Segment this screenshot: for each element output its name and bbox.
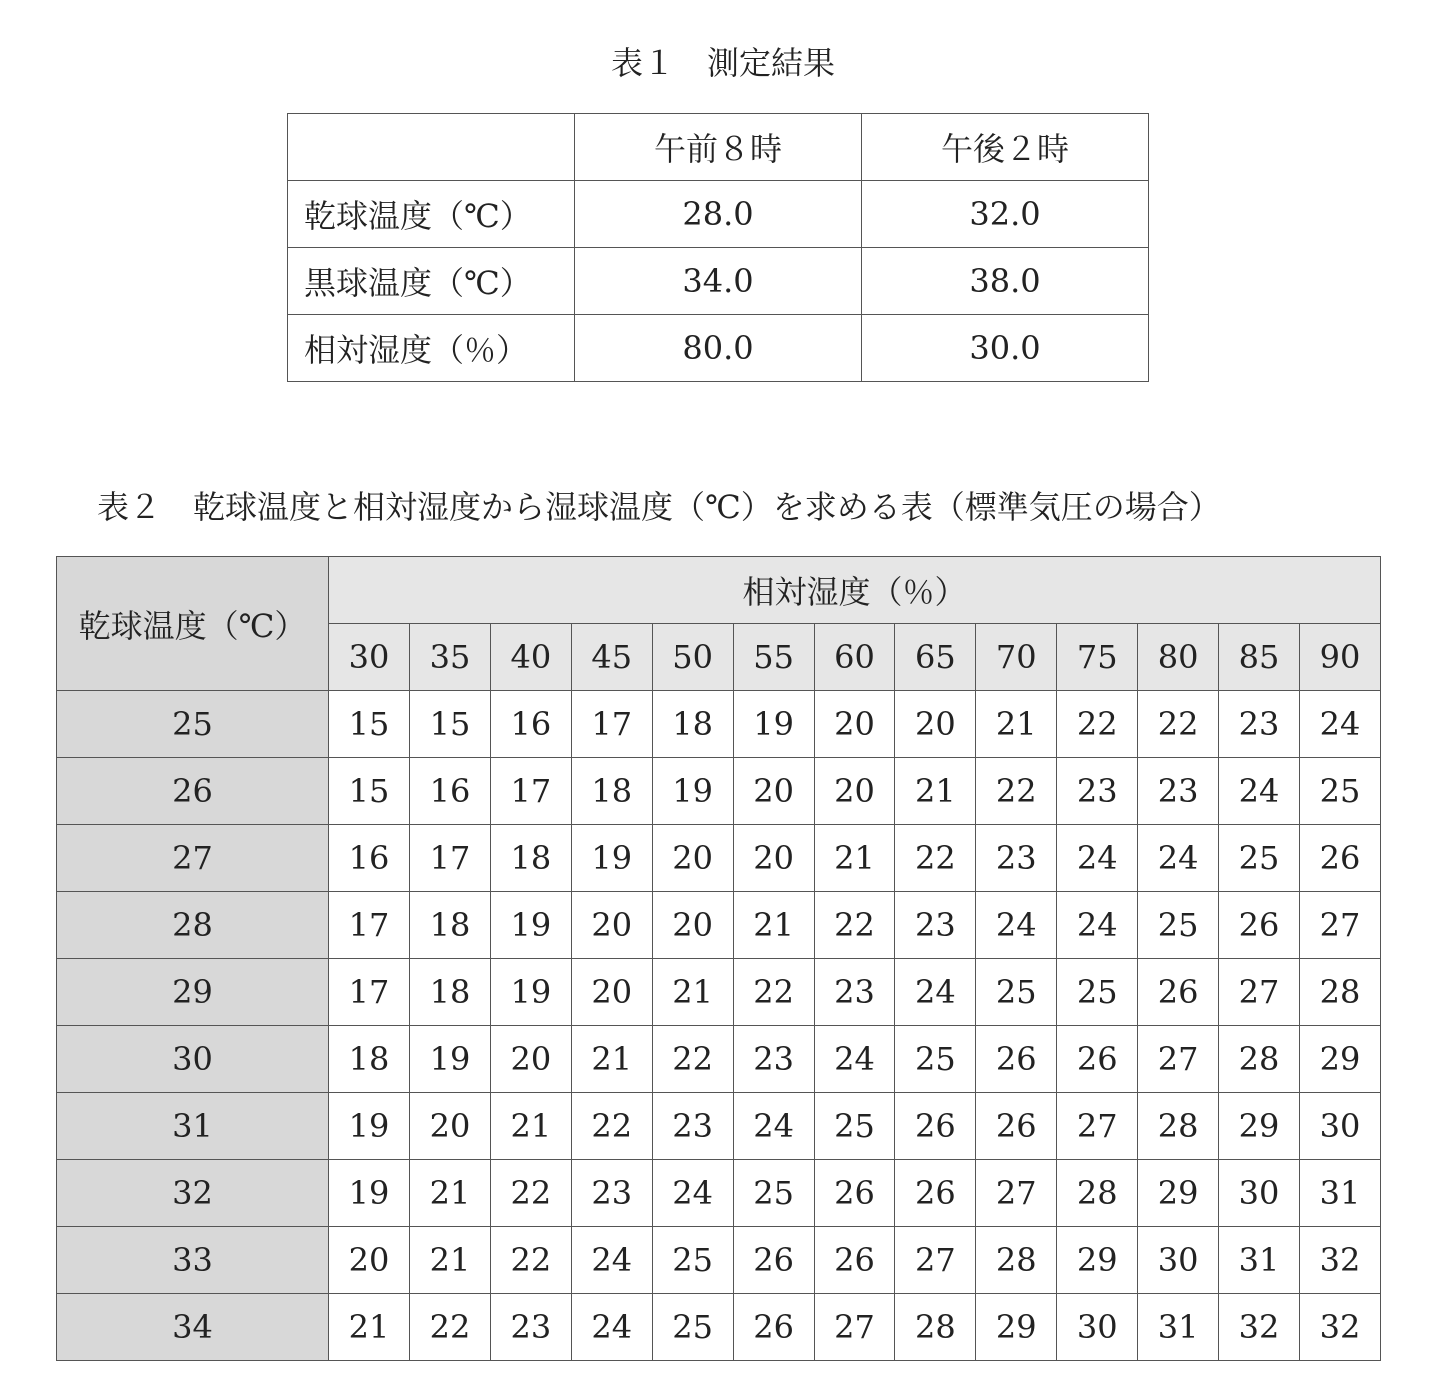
- wet-bulb-cell: 22: [1057, 691, 1138, 758]
- wet-bulb-cell: 25: [1138, 892, 1219, 959]
- wet-bulb-cell: 18: [571, 758, 652, 825]
- table2-title: 表２ 乾球温度と相対湿度から湿球温度（℃）を求める表（標準気圧の場合）: [97, 488, 1221, 526]
- dry-bulb-row-header: 26: [57, 758, 329, 825]
- table-row: [288, 315, 1149, 382]
- wet-bulb-cell: 20: [652, 825, 733, 892]
- wet-bulb-cell: 21: [652, 959, 733, 1026]
- humidity-column-header: 75: [1057, 624, 1138, 691]
- wet-bulb-cell: 20: [733, 758, 814, 825]
- wet-bulb-cell: 32: [1299, 1227, 1380, 1294]
- wet-bulb-cell: 25: [1057, 959, 1138, 1026]
- wet-bulb-cell: 20: [733, 825, 814, 892]
- dry-bulb-row-header: 25: [57, 691, 329, 758]
- wet-bulb-cell: 28: [1057, 1160, 1138, 1227]
- wet-bulb-cell: 25: [1219, 825, 1300, 892]
- wet-bulb-cell: 19: [490, 959, 571, 1026]
- wet-bulb-cell: 20: [814, 691, 895, 758]
- wet-bulb-cell: 25: [814, 1093, 895, 1160]
- wet-bulb-cell: 24: [1138, 825, 1219, 892]
- wet-bulb-cell: 26: [1219, 892, 1300, 959]
- wet-bulb-cell: 19: [490, 892, 571, 959]
- wet-bulb-cell: 24: [1219, 758, 1300, 825]
- wet-bulb-cell: 23: [1219, 691, 1300, 758]
- wet-bulb-cell: 26: [895, 1160, 976, 1227]
- wet-bulb-cell: 24: [814, 1026, 895, 1093]
- wet-bulb-cell: 26: [1299, 825, 1380, 892]
- wet-bulb-cell: 17: [329, 892, 410, 959]
- wet-bulb-cell: 18: [409, 892, 490, 959]
- wet-bulb-cell: 27: [1219, 959, 1300, 1026]
- wet-bulb-cell: 27: [1138, 1026, 1219, 1093]
- row-header-label: 乾球温度（℃）: [57, 557, 329, 691]
- wet-bulb-cell: 26: [733, 1294, 814, 1361]
- humidity-column-header: 90: [1299, 624, 1380, 691]
- wet-bulb-cell: 22: [490, 1160, 571, 1227]
- wet-bulb-cell: 15: [409, 691, 490, 758]
- wet-bulb-cell: 32: [1219, 1294, 1300, 1361]
- wet-bulb-cell: 28: [895, 1294, 976, 1361]
- dry-bulb-row-header: 29: [57, 959, 329, 1026]
- table-cell: 30.0: [862, 315, 1149, 382]
- dry-bulb-row-header: 32: [57, 1160, 329, 1227]
- table-row: [57, 1026, 1381, 1093]
- wet-bulb-cell: 24: [652, 1160, 733, 1227]
- table-cell: 32.0: [862, 181, 1149, 248]
- wet-bulb-cell: 28: [1219, 1026, 1300, 1093]
- wet-bulb-cell: 30: [1219, 1160, 1300, 1227]
- wet-bulb-cell: 25: [733, 1160, 814, 1227]
- wet-bulb-cell: 22: [409, 1294, 490, 1361]
- wet-bulb-cell: 31: [1299, 1160, 1380, 1227]
- wet-bulb-cell: 19: [329, 1160, 410, 1227]
- dry-bulb-row-header: 30: [57, 1026, 329, 1093]
- wet-bulb-cell: 21: [895, 758, 976, 825]
- wet-bulb-cell: 26: [814, 1227, 895, 1294]
- wet-bulb-cell: 27: [895, 1227, 976, 1294]
- wet-bulb-cell: 16: [409, 758, 490, 825]
- humidity-column-header: 70: [976, 624, 1057, 691]
- wet-bulb-cell: 23: [1057, 758, 1138, 825]
- wet-bulb-cell: 24: [1057, 825, 1138, 892]
- wet-bulb-cell: 29: [1299, 1026, 1380, 1093]
- wet-bulb-cell: 25: [895, 1026, 976, 1093]
- table-row: [57, 825, 1381, 892]
- wet-bulb-cell: 24: [1057, 892, 1138, 959]
- wet-bulb-cell: 21: [976, 691, 1057, 758]
- humidity-column-header: 50: [652, 624, 733, 691]
- wet-bulb-cell: 27: [976, 1160, 1057, 1227]
- wet-bulb-cell: 20: [895, 691, 976, 758]
- table-row: [57, 959, 1381, 1026]
- table-row: [57, 1160, 1381, 1227]
- wet-bulb-cell: 28: [1299, 959, 1380, 1026]
- wet-bulb-cell: 23: [490, 1294, 571, 1361]
- dry-bulb-row-header: 28: [57, 892, 329, 959]
- wet-bulb-cell: 24: [1299, 691, 1380, 758]
- wet-bulb-cell: 22: [490, 1227, 571, 1294]
- wet-bulb-cell: 19: [571, 825, 652, 892]
- wet-bulb-cell: 18: [409, 959, 490, 1026]
- wet-bulb-cell: 28: [976, 1227, 1057, 1294]
- wet-bulb-cell: 27: [1299, 892, 1380, 959]
- wet-bulb-cell: 28: [1138, 1093, 1219, 1160]
- humidity-column-header: 30: [329, 624, 410, 691]
- wet-bulb-cell: 26: [814, 1160, 895, 1227]
- wet-bulb-cell: 21: [409, 1227, 490, 1294]
- wet-bulb-cell: 23: [652, 1093, 733, 1160]
- wet-bulb-cell: 21: [571, 1026, 652, 1093]
- wet-bulb-cell: 22: [733, 959, 814, 1026]
- table-row: [57, 758, 1381, 825]
- wet-bulb-cell: 19: [652, 758, 733, 825]
- humidity-column-header: 80: [1138, 624, 1219, 691]
- wet-bulb-cell: 27: [814, 1294, 895, 1361]
- table-header-row: [288, 114, 1149, 181]
- wet-bulb-cell: 21: [409, 1160, 490, 1227]
- wet-bulb-cell: 20: [652, 892, 733, 959]
- wet-bulb-cell: 20: [490, 1026, 571, 1093]
- humidity-column-header: 45: [571, 624, 652, 691]
- column-header: 午前８時: [575, 114, 862, 181]
- table1-title: 表１ 測定結果: [610, 44, 835, 82]
- wet-bulb-cell: 30: [1138, 1227, 1219, 1294]
- table-row: [57, 1227, 1381, 1294]
- row-label: 黒球温度（℃）: [288, 248, 575, 315]
- row-label: 相対湿度（％）: [288, 315, 575, 382]
- measurement-results-table: [287, 113, 1149, 382]
- wet-bulb-cell: 26: [733, 1227, 814, 1294]
- wet-bulb-cell: 21: [490, 1093, 571, 1160]
- wet-bulb-cell: 21: [814, 825, 895, 892]
- wet-bulb-cell: 19: [733, 691, 814, 758]
- humidity-column-header: 55: [733, 624, 814, 691]
- humidity-column-header: 60: [814, 624, 895, 691]
- wet-bulb-cell: 23: [895, 892, 976, 959]
- wet-bulb-cell: 20: [329, 1227, 410, 1294]
- wet-bulb-cell: 22: [814, 892, 895, 959]
- wet-bulb-cell: 16: [490, 691, 571, 758]
- wet-bulb-cell: 26: [976, 1026, 1057, 1093]
- wet-bulb-cell: 32: [1299, 1294, 1380, 1361]
- wet-bulb-cell: 23: [571, 1160, 652, 1227]
- wet-bulb-cell: 25: [1299, 758, 1380, 825]
- dry-bulb-row-header: 34: [57, 1294, 329, 1361]
- wet-bulb-cell: 23: [1138, 758, 1219, 825]
- wet-bulb-cell: 31: [1219, 1227, 1300, 1294]
- wet-bulb-cell: 29: [1057, 1227, 1138, 1294]
- wet-bulb-cell: 29: [1138, 1160, 1219, 1227]
- table-row: [57, 691, 1381, 758]
- row-label: 乾球温度（℃）: [288, 181, 575, 248]
- wet-bulb-cell: 21: [733, 892, 814, 959]
- column-header: 午後２時: [862, 114, 1149, 181]
- wet-bulb-cell: 20: [409, 1093, 490, 1160]
- wet-bulb-cell: 17: [490, 758, 571, 825]
- wet-bulb-cell: 22: [652, 1026, 733, 1093]
- wet-bulb-cell: 25: [652, 1227, 733, 1294]
- wet-bulb-cell: 21: [329, 1294, 410, 1361]
- wet-bulb-cell: 26: [895, 1093, 976, 1160]
- wet-bulb-cell: 17: [329, 959, 410, 1026]
- wet-bulb-cell: 20: [571, 892, 652, 959]
- table-cell: 28.0: [575, 181, 862, 248]
- wet-bulb-cell: 15: [329, 758, 410, 825]
- wet-bulb-cell: 24: [571, 1227, 652, 1294]
- table-cell: 80.0: [575, 315, 862, 382]
- table-cell: 38.0: [862, 248, 1149, 315]
- wet-bulb-cell: 29: [976, 1294, 1057, 1361]
- wet-bulb-cell: 24: [733, 1093, 814, 1160]
- wet-bulb-cell: 18: [490, 825, 571, 892]
- table-cell: 34.0: [575, 248, 862, 315]
- wet-bulb-cell: 18: [329, 1026, 410, 1093]
- wet-bulb-cell: 22: [1138, 691, 1219, 758]
- table-row: [57, 1093, 1381, 1160]
- wet-bulb-cell: 23: [733, 1026, 814, 1093]
- wet-bulb-cell: 17: [409, 825, 490, 892]
- wet-bulb-cell: 26: [976, 1093, 1057, 1160]
- wet-bulb-lookup-table: [56, 556, 1381, 1361]
- wet-bulb-cell: 20: [571, 959, 652, 1026]
- table-row: [288, 248, 1149, 315]
- wet-bulb-cell: 22: [895, 825, 976, 892]
- table-header-row: [57, 557, 1381, 624]
- wet-bulb-cell: 19: [329, 1093, 410, 1160]
- table-row: [57, 1294, 1381, 1361]
- wet-bulb-cell: 27: [1057, 1093, 1138, 1160]
- wet-bulb-cell: 18: [652, 691, 733, 758]
- wet-bulb-cell: 19: [409, 1026, 490, 1093]
- humidity-column-header: 35: [409, 624, 490, 691]
- wet-bulb-cell: 26: [1138, 959, 1219, 1026]
- wet-bulb-cell: 17: [571, 691, 652, 758]
- wet-bulb-cell: 16: [329, 825, 410, 892]
- wet-bulb-cell: 30: [1299, 1093, 1380, 1160]
- wet-bulb-cell: 15: [329, 691, 410, 758]
- wet-bulb-cell: 31: [1138, 1294, 1219, 1361]
- humidity-column-header: 65: [895, 624, 976, 691]
- column-header: [288, 114, 575, 181]
- wet-bulb-cell: 24: [976, 892, 1057, 959]
- wet-bulb-cell: 26: [1057, 1026, 1138, 1093]
- wet-bulb-cell: 30: [1057, 1294, 1138, 1361]
- humidity-column-header: 40: [490, 624, 571, 691]
- dry-bulb-row-header: 33: [57, 1227, 329, 1294]
- wet-bulb-cell: 23: [814, 959, 895, 1026]
- wet-bulb-cell: 24: [895, 959, 976, 1026]
- wet-bulb-cell: 25: [652, 1294, 733, 1361]
- wet-bulb-cell: 20: [814, 758, 895, 825]
- dry-bulb-row-header: 31: [57, 1093, 329, 1160]
- humidity-column-header: 85: [1219, 624, 1300, 691]
- wet-bulb-cell: 24: [571, 1294, 652, 1361]
- column-group-header: 相対湿度（％）: [329, 557, 1381, 624]
- wet-bulb-cell: 23: [976, 825, 1057, 892]
- wet-bulb-cell: 22: [571, 1093, 652, 1160]
- table-row: [57, 892, 1381, 959]
- dry-bulb-row-header: 27: [57, 825, 329, 892]
- wet-bulb-cell: 29: [1219, 1093, 1300, 1160]
- wet-bulb-cell: 25: [976, 959, 1057, 1026]
- wet-bulb-cell: 22: [976, 758, 1057, 825]
- table-row: [288, 181, 1149, 248]
